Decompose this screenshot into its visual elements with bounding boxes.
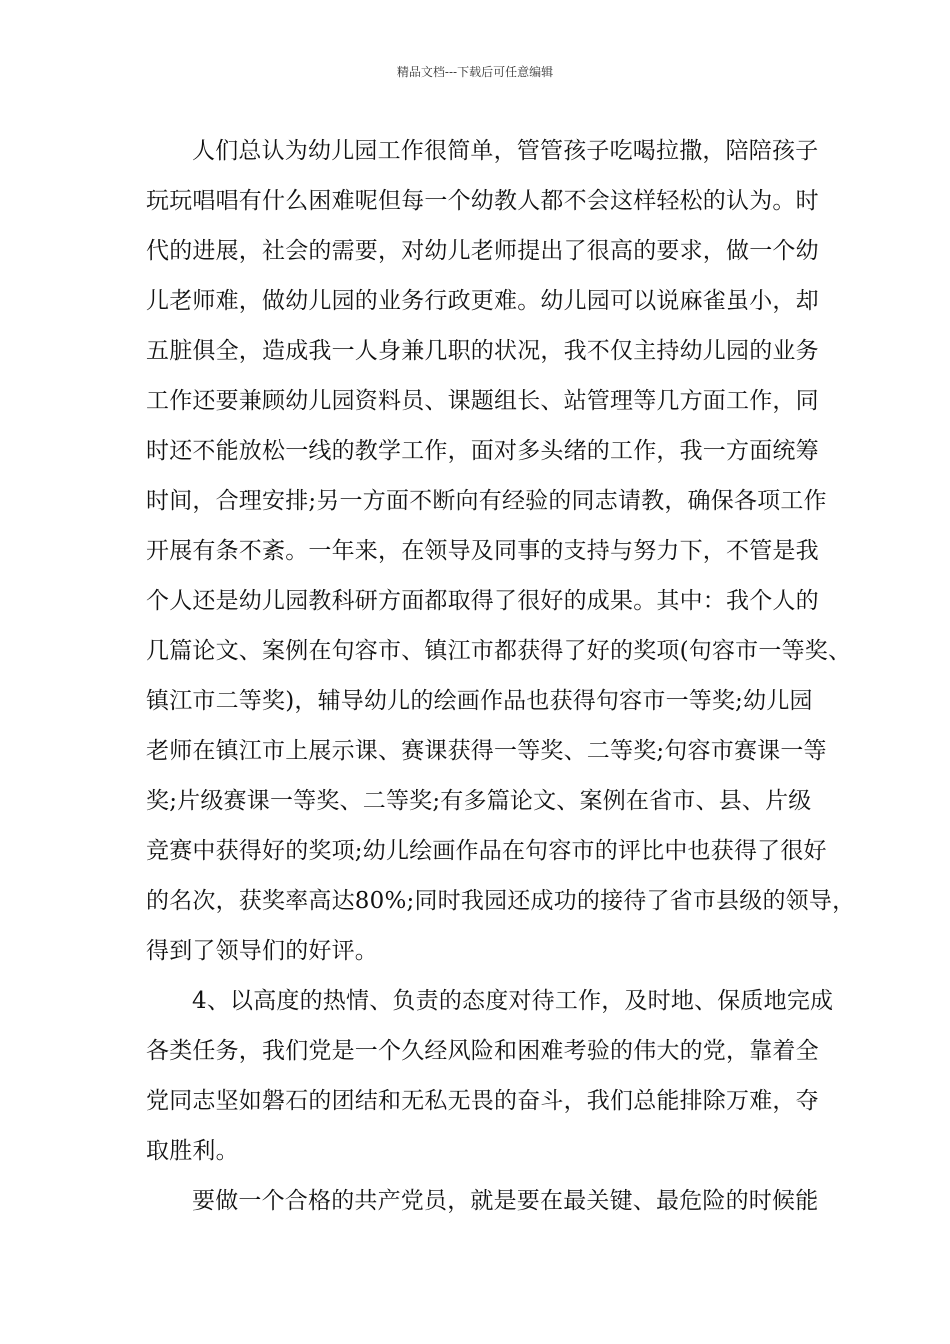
text-line: 个人还是幼儿园教科研方面都取得了很好的成果。其中：我个人的 bbox=[146, 588, 819, 614]
text-line: 人们总认为幼儿园工作很简单，管管孩子吃喝拉撒，陪陪孩子 bbox=[192, 138, 819, 164]
text-line: 儿老师难，做幼儿园的业务行政更难。幼儿园可以说麻雀虽小，却 bbox=[146, 288, 819, 314]
text-line: 得到了领导们的好评。 bbox=[146, 938, 378, 964]
paragraph-1 bbox=[146, 126, 856, 976]
paragraph-2 bbox=[146, 976, 834, 1176]
paragraph-3 bbox=[146, 1176, 826, 1226]
text-line: 五脏俱全，造成我一人身兼几职的状况，我不仅主持幼儿园的业务 bbox=[146, 338, 819, 364]
text-line: 老师在镇江市上展示课、赛课获得一等奖、二等奖;句容市赛课一等 bbox=[146, 738, 827, 764]
text-line: 的名次，获奖率高达80%;同时我园还成功的接待了省市县级的领导， bbox=[146, 888, 856, 914]
text-line: 工作还要兼顾幼儿园资料员、课题组长、站管理等几方面工作，同 bbox=[146, 388, 819, 414]
text-line: 时间，合理安排;另一方面不断向有经验的同志请教，确保各项工作 bbox=[146, 488, 827, 514]
text-line: 竞赛中获得好的奖项;幼儿绘画作品在句容市的评比中也获得了很好 bbox=[146, 838, 827, 864]
page-header: 精品文档---下载后可任意编辑 bbox=[396, 65, 554, 79]
text-line: 时还不能放松一线的教学工作，面对多头绪的工作，我一方面统筹 bbox=[146, 438, 819, 464]
text-line: 几篇论文、案例在句容市、镇江市都获得了好的奖项(句容市一等奖、 bbox=[146, 638, 852, 664]
text-line: 各类任务，我们党是一个久经风险和困难考验的伟大的党，靠着全 bbox=[146, 1038, 819, 1064]
text-line: 奖;片级赛课一等奖、二等奖;有多篇论文、案例在省市、县、片级 bbox=[146, 788, 812, 814]
text-line: 玩玩唱唱有什么困难呢但每一个幼教人都不会这样轻松的认为。时 bbox=[146, 188, 819, 214]
text-line: 4、以高度的热情、负责的态度对待工作，及时地、保质地完成 bbox=[192, 988, 834, 1014]
text-line: 取胜利。 bbox=[146, 1138, 239, 1164]
text-line: 镇江市二等奖)，辅导幼儿的绘画作品也获得句容市一等奖;幼儿园 bbox=[146, 688, 813, 714]
text-line: 党同志坚如磐石的团结和无私无畏的奋斗，我们总能排除万难，夺 bbox=[146, 1088, 819, 1114]
text-line: 代的进展，社会的需要，对幼儿老师提出了很高的要求，做一个幼 bbox=[146, 238, 819, 264]
text-line: 要做一个合格的共产党员，就是要在最关键、最危险的时候能 bbox=[192, 1188, 819, 1214]
document-body bbox=[146, 126, 856, 1226]
text-line: 开展有条不紊。一年来，在领导及同事的支持与努力下，不管是我 bbox=[146, 538, 819, 564]
